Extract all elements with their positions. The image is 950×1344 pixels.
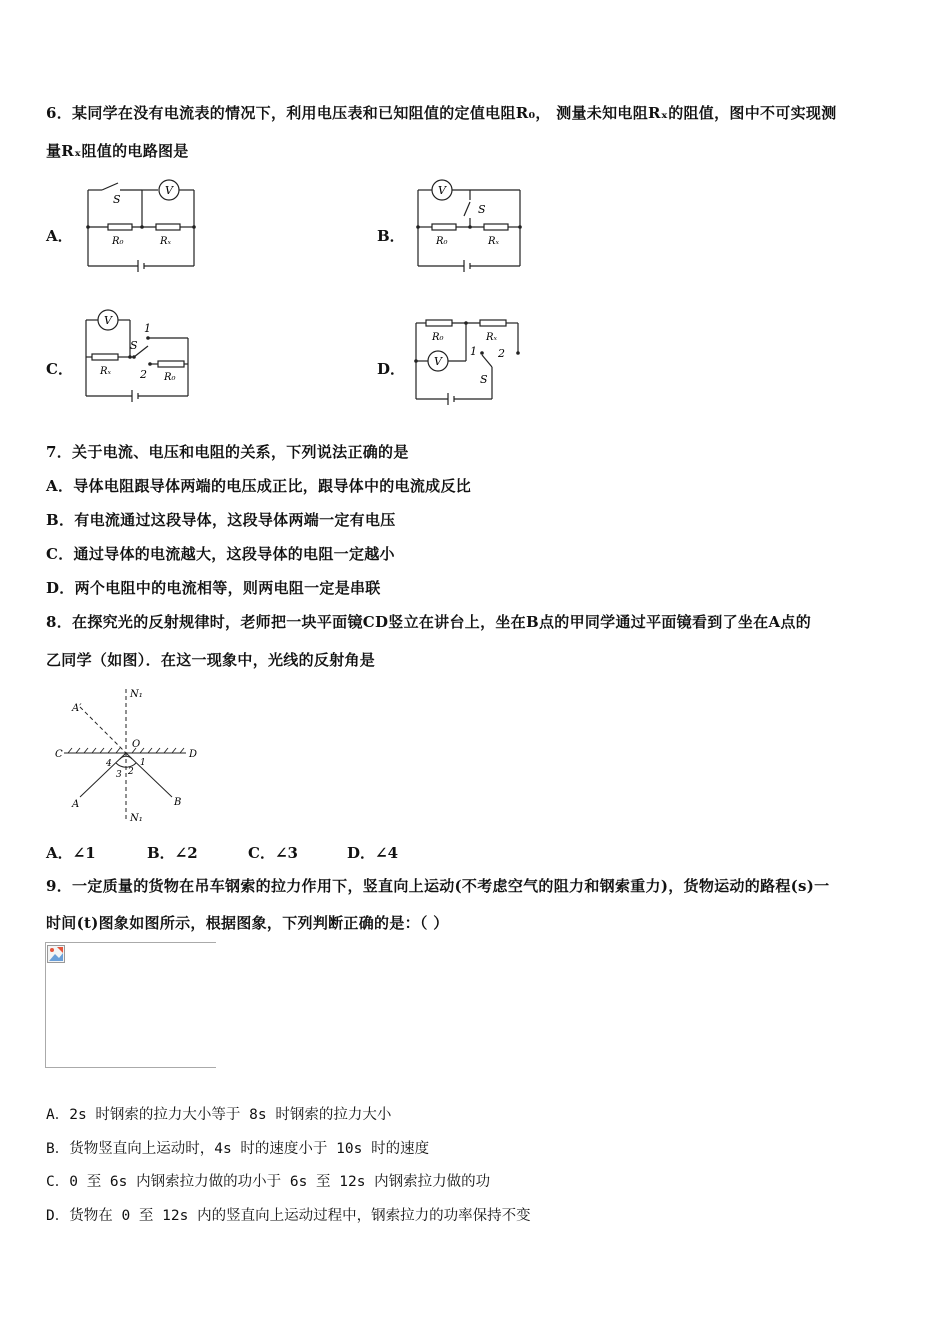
- svg-text:S: S: [478, 203, 486, 216]
- svg-text:4: 4: [106, 759, 112, 769]
- q6-circuit-d: [412, 313, 527, 405]
- svg-text:B: B: [174, 797, 182, 808]
- svg-text:R₀: R₀: [164, 372, 176, 383]
- q6-circuit-c: [80, 310, 195, 402]
- q9-stem-line1: 9．一定质量的货物在吊车钢索的拉力作用下，竖直向上运动(不考虑空气的阻力和钢索重力)，货物运动的路程(s)一: [46, 877, 830, 895]
- broken-image-icon: [47, 945, 65, 963]
- q9-option-d[interactable]: D．货物在 0 至 12s 内的竖直向上运动过程中，钢索拉力的功率保持不变: [46, 1208, 531, 1224]
- q7-option-a[interactable]: A．导体电阻跟导体两端的电压成正比，跟导体中的电流成反比: [46, 477, 472, 495]
- q8-stem-line2: 乙同学（如图）．在这一现象中，光线的反射角是: [46, 651, 376, 669]
- svg-text:R₀: R₀: [112, 236, 124, 247]
- svg-text:Rₓ: Rₓ: [160, 236, 172, 247]
- svg-text:A: A: [72, 799, 80, 810]
- svg-text:R₀: R₀: [436, 236, 448, 247]
- q8-option-a[interactable]: A．∠1: [46, 844, 96, 862]
- q9-option-a[interactable]: A．2s 时钢索的拉力大小等于 8s 时钢索的拉力大小: [46, 1107, 392, 1123]
- svg-text:Rₓ: Rₓ: [486, 332, 498, 343]
- svg-text:A′: A′: [72, 703, 82, 714]
- svg-text:N₁: N₁: [130, 813, 143, 824]
- svg-text:1: 1: [470, 345, 477, 358]
- svg-text:S: S: [130, 339, 138, 352]
- q9-option-b[interactable]: B．货物竖直向上运动时，4s 时的速度小于 10s 时的速度: [46, 1141, 430, 1157]
- svg-text:V: V: [434, 355, 442, 368]
- q6-option-c-label[interactable]: C．: [46, 360, 73, 378]
- svg-text:S: S: [113, 193, 121, 206]
- q6-circuit-a: [82, 180, 202, 270]
- q6-option-b-label[interactable]: B．: [377, 227, 405, 245]
- svg-text:O: O: [132, 739, 141, 750]
- svg-text:3: 3: [116, 770, 122, 780]
- svg-text:2: 2: [140, 368, 147, 381]
- q7-option-d[interactable]: D．两个电阻中的电流相等，则两电阻一定是串联: [46, 579, 381, 597]
- q8-option-c[interactable]: C．∠3: [248, 844, 298, 862]
- q6-stem-line2: 量Rₓ阻值的电路图是: [46, 142, 189, 160]
- svg-text:1: 1: [140, 758, 146, 768]
- svg-text:R₀: R₀: [432, 332, 444, 343]
- svg-text:N₁: N₁: [130, 689, 143, 700]
- q6-option-d-label[interactable]: D．: [377, 360, 406, 378]
- q9-stem-line2: 时间(t)图象如图所示，根据图象，下列判断正确的是：（ ）: [46, 914, 449, 932]
- q6-option-a-label[interactable]: A．: [46, 227, 73, 245]
- q7-option-b[interactable]: B．有电流通过这段导体，这段导体两端一定有电压: [46, 511, 396, 529]
- q8-option-b[interactable]: B．∠2: [147, 844, 198, 862]
- q7-stem: 7．关于电流、电压和电阻的关系，下列说法正确的是: [46, 443, 409, 461]
- svg-text:1: 1: [144, 322, 151, 335]
- q6-circuit-b: [412, 180, 527, 272]
- svg-text:Rₓ: Rₓ: [488, 236, 500, 247]
- q6-stem-line1: 6．某同学在没有电流表的情况下，利用电压表和已知阻值的定值电阻R₀， 测量未知电阻Rₓ的阻值，图中不可实现测: [46, 104, 837, 122]
- q8-option-d[interactable]: D．∠4: [347, 844, 399, 862]
- q9-broken-image-placeholder: [45, 942, 216, 1068]
- q8-reflection-diagram: [52, 685, 212, 825]
- svg-text:Rₓ: Rₓ: [100, 366, 112, 377]
- q8-stem-line1: 8．在探究光的反射规律时，老师把一块平面镜CD竖立在讲台上，坐在B点的甲同学通过平面镜看到了坐在A点的: [46, 613, 812, 631]
- svg-text:2: 2: [128, 767, 134, 777]
- q7-option-c[interactable]: C．通过导体的电流越大，这段导体的电阻一定越小: [46, 545, 395, 563]
- q9-option-c[interactable]: C．0 至 6s 内钢索拉力做的功小于 6s 至 12s 内钢索拉力做的功: [46, 1174, 491, 1190]
- svg-text:S: S: [480, 373, 488, 386]
- svg-text:V: V: [165, 184, 173, 197]
- svg-text:V: V: [438, 184, 446, 197]
- svg-text:C: C: [55, 749, 63, 760]
- svg-text:D: D: [189, 749, 198, 760]
- svg-text:V: V: [104, 314, 112, 327]
- svg-text:2: 2: [498, 347, 505, 360]
